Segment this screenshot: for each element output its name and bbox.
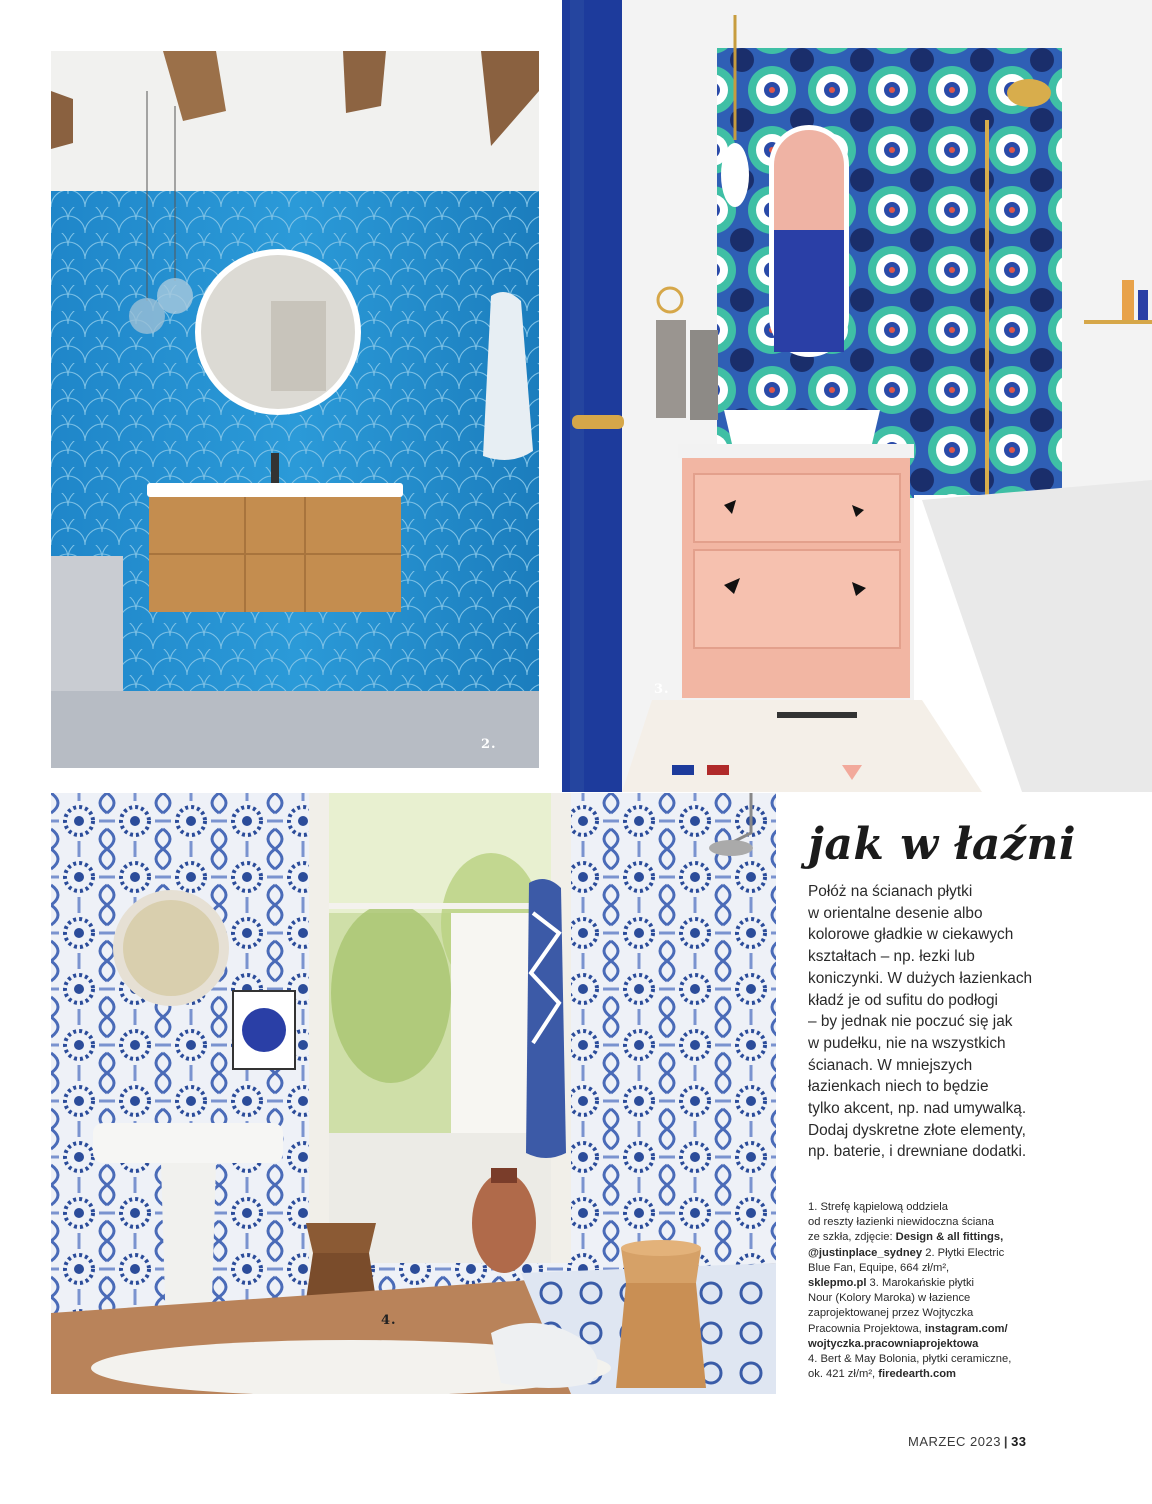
body-line: np. baterie, i drewniane dodatki. <box>808 1143 1027 1161</box>
caption-credit: firedearth.com <box>878 1368 956 1381</box>
caption-line <box>808 1230 1048 1245</box>
body-line: kolorowe gładkie w ciekawych <box>808 926 1014 944</box>
caption-line: Blue Fan, Equipe, 664 zł/m², <box>808 1261 950 1274</box>
photo-number-3: 3. <box>654 682 670 697</box>
body-line: kształtach – np. łezki lub <box>808 948 975 966</box>
caption-text: ze szkła, zdjęcie: <box>808 1231 896 1244</box>
caption-line <box>808 1276 1048 1291</box>
photo-captions <box>808 1200 1048 1382</box>
body-line: koniczynki. W dużych łazienkach <box>808 969 1033 987</box>
photo-number-2: 2. <box>481 737 497 752</box>
photo-bathroom-blue-tiles <box>51 51 539 768</box>
article-body <box>808 881 1048 1163</box>
caption-credit: wojtyczka.pracowniaprojektowa <box>808 1337 979 1350</box>
caption-line: zaprojektowanej przez Wojtyczka <box>808 1307 974 1320</box>
caption-line: od reszty łazienki niewidoczna ściana <box>808 1216 994 1229</box>
caption-text: 3. Marokańskie płytki <box>866 1277 975 1290</box>
issue-label: MARZEC 2023 <box>908 1434 1001 1449</box>
page-number: 33 <box>1011 1434 1027 1449</box>
body-line: tylko akcent, np. nad umywalką. <box>808 1100 1027 1118</box>
caption-text: 2. Płytki Electric <box>922 1246 1005 1259</box>
article-headline: jak w łaźni <box>808 819 1077 870</box>
caption-line <box>808 1367 1048 1382</box>
caption-credit: Design & all fittings, <box>895 1231 1004 1244</box>
caption-line: 1. Strefę kąpielową oddziela <box>808 1201 948 1213</box>
caption-credit: @justinplace_sydney <box>808 1246 923 1259</box>
body-line: w orientalne desenie albo <box>808 904 983 922</box>
body-line: łazienkach niech to będzie <box>808 1078 989 1096</box>
body-line: w pudełku, nie na wszystkich <box>808 1034 1006 1052</box>
caption-line <box>808 1337 1048 1352</box>
caption-line <box>808 1322 1048 1337</box>
photo-bathroom-patterned-tiles <box>562 0 1152 792</box>
footer-separator: | <box>1003 1434 1009 1449</box>
body-line: Połóż na ścianach płytki <box>808 883 973 900</box>
body-line: kładź je od sufitu do podłogi <box>808 991 998 1009</box>
photo-number-4: 4. <box>381 1313 397 1328</box>
page-footer <box>908 1434 1027 1449</box>
body-line: ścianach. W mniejszych <box>808 1056 973 1074</box>
caption-line <box>808 1246 1048 1261</box>
caption-text: Pracownia Projektowa, <box>808 1322 925 1335</box>
caption-line: 4. Bert & May Bolonia, płytki ceramiczne, <box>808 1353 1012 1366</box>
photo-bathroom-window-tiles <box>51 793 776 1394</box>
caption-credit: instagram.com/ <box>924 1322 1008 1335</box>
caption-text: ok. 421 zł/m², <box>808 1368 879 1381</box>
body-line: – by jednak nie poczuć się jak <box>808 1013 1013 1031</box>
caption-line: Nour (Kolory Maroka) w łazience <box>808 1292 971 1305</box>
caption-credit: sklepmo.pl <box>808 1277 867 1290</box>
body-line: Dodaj dyskretne złote elementy, <box>808 1121 1026 1139</box>
